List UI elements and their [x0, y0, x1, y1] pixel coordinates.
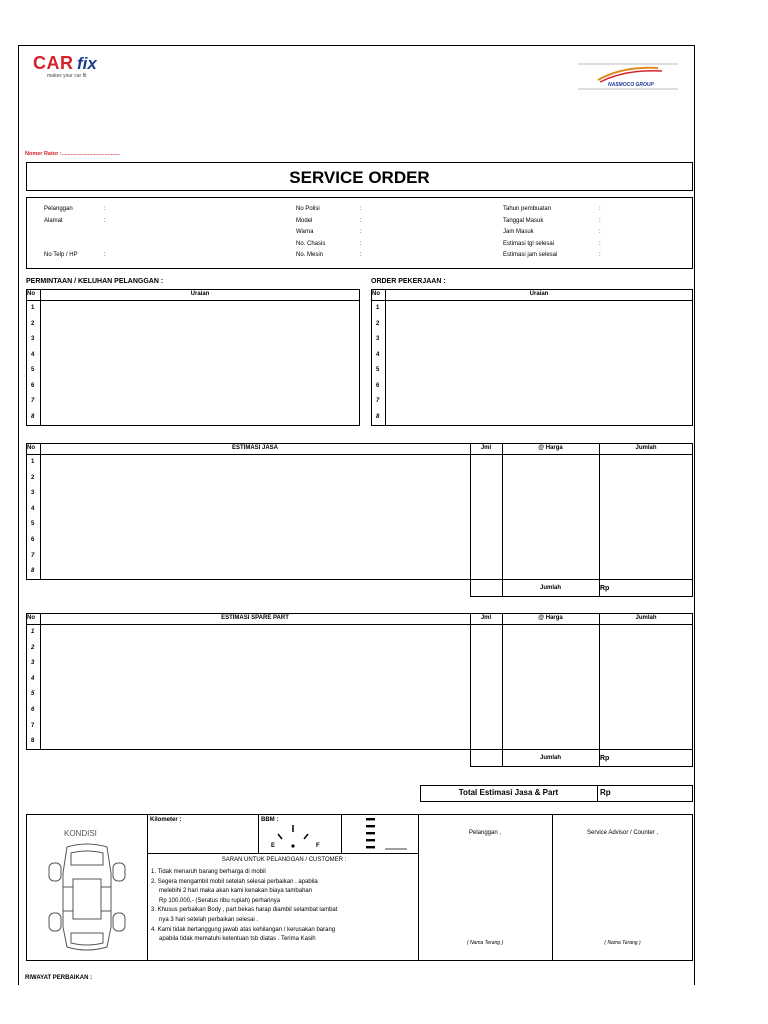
row-number: 7: [31, 552, 35, 559]
table-total-line: [470, 596, 693, 597]
order-title: ORDER PEKERJAAN :: [371, 278, 446, 285]
info-colon: :: [599, 252, 601, 258]
saran-title: SARAN UNTUK PELANGGAN / CUSTOMER :: [221, 857, 347, 863]
row-number: 3: [31, 660, 35, 667]
row-number: 6: [31, 382, 35, 389]
fuel-gauge-icon: [270, 822, 330, 854]
advisor-label: Service Advisor / Counter ,: [586, 830, 659, 836]
info-label: Estimasi tgl selesai: [503, 240, 555, 247]
total-label: Jumlah: [539, 755, 561, 761]
row-number: 1: [31, 305, 35, 311]
row-number: 4: [31, 351, 35, 358]
col-uraian: Uraian: [529, 291, 549, 297]
info-colon: :: [599, 229, 601, 235]
info-colon: :: [104, 252, 106, 258]
row-number: 6: [31, 537, 35, 543]
col-no: No: [27, 291, 35, 297]
total-estimasi-divider: [597, 785, 598, 802]
total-label: Jumlah: [539, 585, 561, 591]
car-diagram-icon: [45, 843, 129, 953]
row-number: 5: [376, 367, 380, 373]
row-number: 3: [31, 490, 35, 497]
saran-item: nya 3 hari setelah perbaikan selesai .: [159, 917, 259, 923]
row-number: 4: [31, 675, 35, 682]
total-rp: Rp: [600, 755, 610, 762]
row-number: 6: [31, 707, 35, 713]
bottom-divider-km: [258, 814, 259, 853]
nasmoco-text: NASMOCO GROUP: [608, 82, 654, 88]
saran-item: 1. Tidak menaruh barang berharga di mobil: [151, 869, 266, 875]
bottom-divider-1: [147, 814, 148, 961]
row-number: 4: [31, 505, 35, 512]
row-number: 8: [376, 413, 380, 420]
row-number: 3: [376, 336, 380, 342]
row-number: 1: [31, 629, 35, 635]
table-col-line: [40, 289, 41, 426]
info-label: No Polisi: [296, 206, 320, 212]
total-estimasi-label: Total Estimasi Jasa & Part: [458, 788, 559, 797]
col-jumlah: Jumlah: [635, 615, 657, 621]
table-frame: [26, 443, 693, 580]
col-harga: @ Harga: [538, 445, 563, 451]
right-border: [694, 45, 695, 985]
table-title: ESTIMASI SPARE PART: [221, 615, 289, 621]
row-number: 2: [376, 320, 380, 327]
table-col-line: [470, 443, 471, 596]
info-colon: :: [599, 240, 601, 247]
info-label: Pelanggan: [44, 206, 73, 212]
gauge-f: F: [316, 843, 320, 849]
carfix-logo-car: CAR: [33, 53, 74, 73]
saran-item: 4. Kami tidak bertanggung jawab atas kehilangan / kerusakan barang: [151, 926, 336, 933]
info-colon: :: [599, 206, 601, 212]
col-jumlah: Jumlah: [635, 445, 657, 451]
col-no: No: [27, 445, 35, 451]
table-col-line: [40, 613, 41, 750]
row-number: 5: [31, 367, 35, 373]
page-title: SERVICE ORDER: [289, 168, 430, 187]
row-number: 7: [376, 398, 380, 404]
table-total-line: [470, 766, 693, 767]
nama-terang-advisor: ( Nama Terang ): [604, 940, 641, 946]
bottom-divider-bbm: [341, 814, 342, 853]
row-number: 7: [31, 722, 35, 729]
carfix-logo-fix: fix: [77, 54, 97, 73]
col-uraian: Uraian: [190, 291, 210, 297]
table-col-line: [385, 289, 386, 426]
table-col-line: [502, 443, 503, 596]
table-total-edge: [692, 580, 693, 596]
saran-item: 3. Khusus perbaikan Body , part bekas harap diambil selambat lambat: [151, 907, 338, 914]
info-colon: :: [104, 206, 106, 212]
table-col-line: [502, 613, 503, 766]
info-colon: :: [104, 217, 106, 224]
info-label: Model: [296, 217, 313, 224]
nama-terang-pelanggan: ( Nama Terang ): [466, 940, 504, 946]
info-colon: :: [360, 229, 362, 235]
info-colon: :: [360, 217, 362, 224]
info-label: Alamat: [44, 217, 63, 224]
table-header-line: [26, 624, 693, 625]
info-colon: :: [360, 252, 362, 258]
row-number: 7: [31, 398, 35, 404]
col-jml: Jml: [480, 615, 492, 621]
table-frame: [26, 613, 693, 750]
table-col-line: [470, 613, 471, 766]
info-label: No. Chasis: [296, 240, 326, 247]
table-header-line: [26, 300, 360, 301]
row-number: 3: [31, 336, 35, 342]
total-rp: Rp: [600, 585, 610, 592]
row-number: 8: [31, 413, 35, 420]
row-number: 2: [31, 474, 35, 481]
info-label: Tahun pembuatan: [503, 206, 552, 212]
bbm-label: BBM :: [261, 817, 279, 823]
carfix-logo-tagline: makes your car fit: [47, 73, 87, 79]
info-label: Jam Masuk: [503, 229, 534, 235]
row-number: 8: [31, 568, 35, 575]
bottom-divider-2: [418, 814, 419, 961]
nomor-rator: Nomer Rator :......................................: [25, 151, 120, 157]
riwayat-label: RIWAYAT PERBAIKAN :: [25, 975, 93, 981]
table-col-line: [599, 443, 600, 596]
info-colon: :: [360, 206, 362, 212]
info-label: Tanggal Masuk: [503, 217, 544, 224]
total-estimasi-rp: Rp: [600, 788, 611, 797]
col-no: No: [27, 615, 35, 621]
table-header-line: [371, 300, 693, 301]
table-col-line: [599, 613, 600, 766]
gauge-e: E: [271, 843, 276, 849]
col-jml: Jml: [480, 445, 492, 451]
info-label: Estimasi jam selesai: [503, 252, 558, 258]
nasmoco-logo: [578, 60, 683, 90]
row-number: 5: [31, 521, 35, 528]
info-colon: :: [360, 240, 362, 247]
saran-item: apabila tidak mematuhi ketentuan tsb diatas . Terima Kasih: [159, 936, 316, 943]
info-colon: :: [599, 217, 601, 224]
pelanggan-label: Pelanggan ,: [468, 830, 502, 836]
fuel-bars-icon: [344, 816, 414, 854]
kondisi-label: KONDISI: [64, 829, 97, 838]
row-number: 1: [376, 305, 380, 311]
top-border: [18, 45, 695, 46]
row-number: 4: [376, 351, 380, 358]
row-number: 5: [31, 691, 35, 698]
info-label: Warna: [296, 229, 314, 235]
table-total-edge: [692, 750, 693, 766]
row-number: 2: [31, 644, 35, 651]
saran-item: 2. Segera mengambil mobil setelah selesai perbaikan , apabila: [151, 878, 318, 885]
info-label: No Telp / HP: [44, 252, 78, 258]
info-label: No. Mesin: [296, 252, 324, 258]
table-title: ESTIMASI JASA: [231, 445, 278, 451]
table-header-line: [26, 454, 693, 455]
row-number: 2: [31, 320, 35, 327]
row-number: 8: [31, 738, 35, 745]
col-no: No: [372, 291, 380, 297]
row-number: 6: [376, 382, 380, 389]
table-frame: [371, 289, 693, 426]
table-frame: [26, 289, 360, 426]
carfix-logo: [33, 54, 115, 84]
table-col-line: [40, 443, 41, 580]
kilometer-label: Kilometer :: [150, 817, 182, 823]
permintaan-title: PERMINTAAN / KELUHAN PELANGGAN :: [26, 278, 164, 285]
bottom-divider-3: [552, 814, 553, 961]
saran-item: Rp 100.000,- (Seratus ribu rupiah) perharinya: [159, 897, 281, 904]
saran-item: melebihi 2 hari maka akan kami kenakan biaya tambahan: [159, 888, 313, 895]
col-harga: @ Harga: [538, 615, 563, 621]
left-border: [18, 45, 19, 985]
row-number: 1: [31, 459, 35, 465]
